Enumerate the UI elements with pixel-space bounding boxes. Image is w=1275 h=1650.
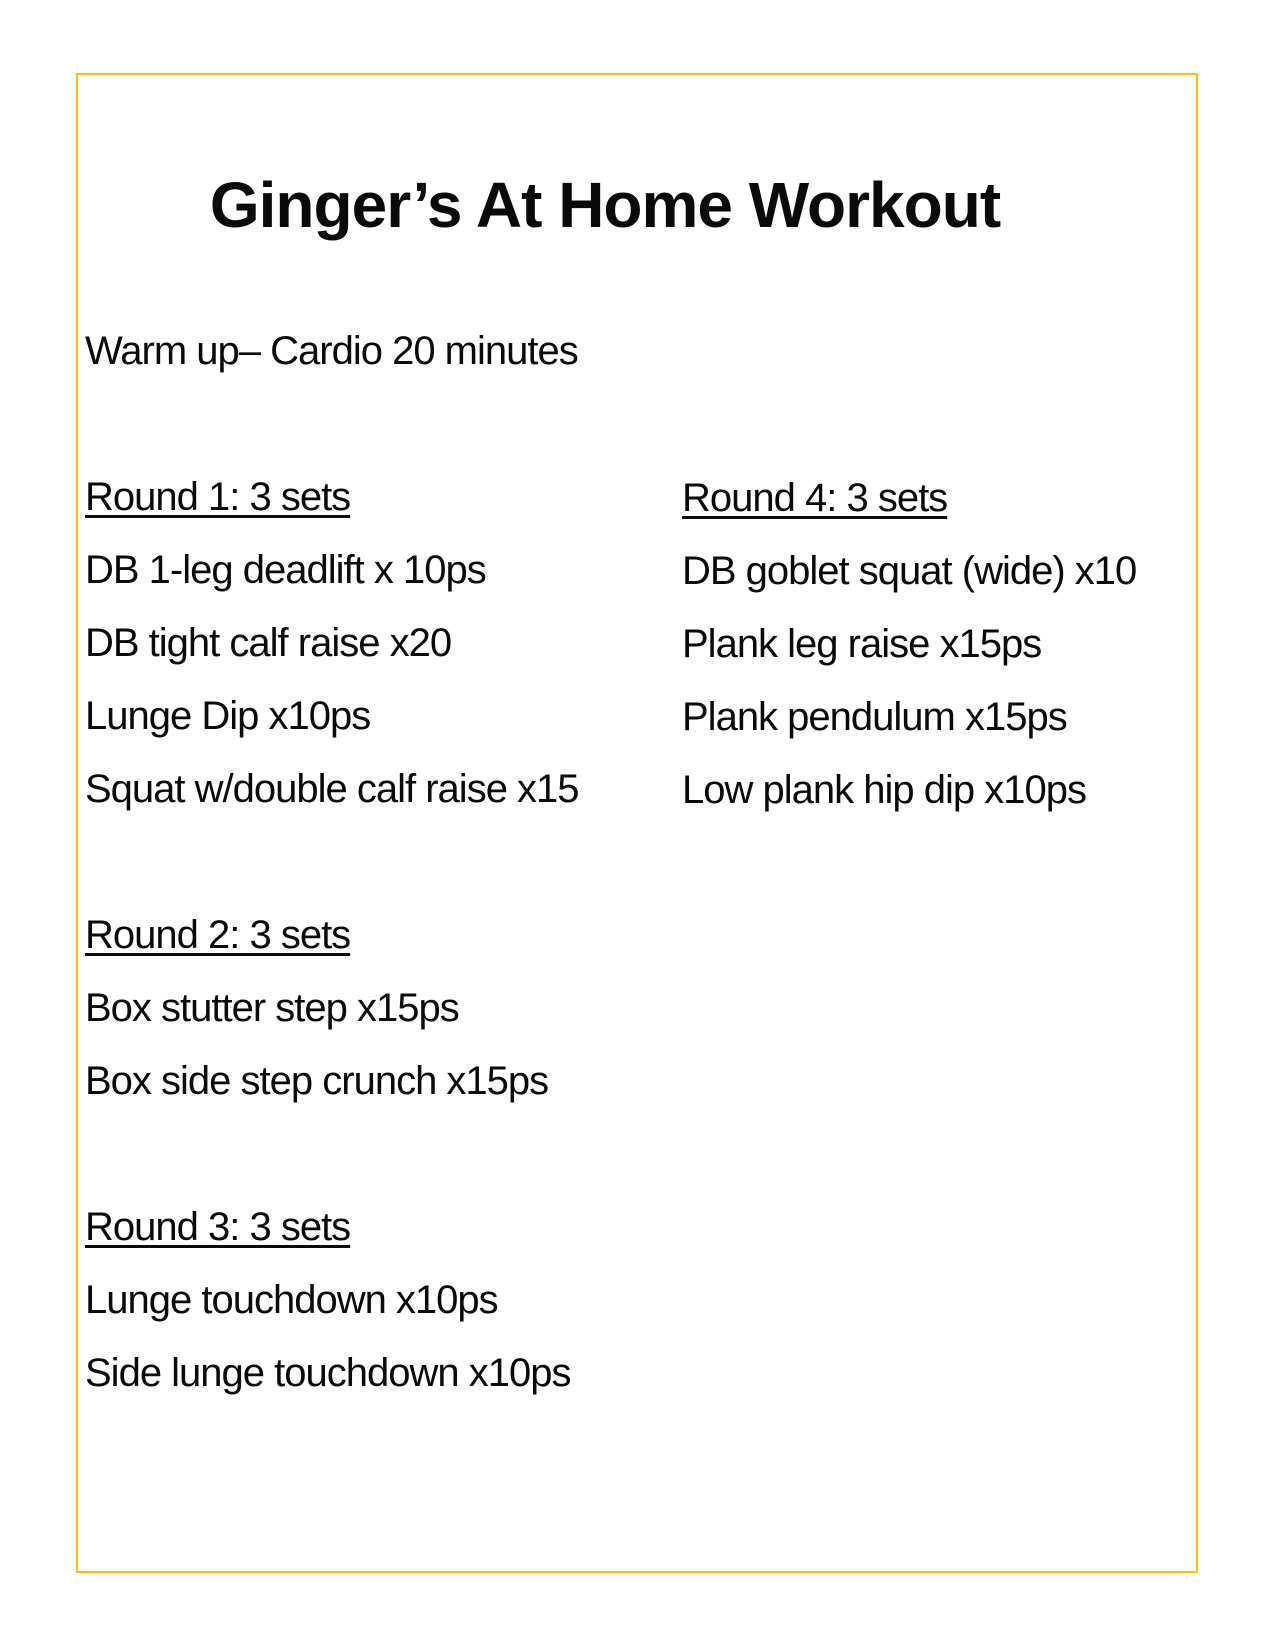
- page-title: Ginger’s At Home Workout: [209, 169, 1001, 241]
- spacer: [85, 388, 660, 461]
- round-2-item: Box side step crunch x15ps: [85, 1059, 549, 1103]
- round-1-item: DB tight calf raise x20: [85, 621, 452, 665]
- round-1-heading: Round 1: 3 sets: [85, 475, 351, 519]
- round-4-item: Plank leg raise x15ps: [682, 622, 1042, 666]
- round-4-item: Plank pendulum x15ps: [682, 695, 1067, 739]
- spacer: [85, 826, 660, 899]
- round-2-heading: Round 2: 3 sets: [85, 913, 351, 957]
- round-4-heading: Round 4: 3 sets: [682, 476, 948, 520]
- round-1-item: DB 1-leg deadlift x 10ps: [85, 548, 486, 592]
- round-2-item: Box stutter step x15ps: [85, 986, 459, 1030]
- round-4-item: DB goblet squat (wide) x10: [682, 549, 1137, 593]
- round-3-item: Side lunge touchdown x10ps: [85, 1351, 571, 1395]
- warmup-line: Warm up– Cardio 20 minutes: [85, 329, 578, 373]
- round-1-item: Lunge Dip x10ps: [85, 694, 371, 738]
- left-column: [85, 315, 660, 1410]
- right-column: [682, 462, 1197, 827]
- round-3-heading: Round 3: 3 sets: [85, 1205, 351, 1249]
- round-4-item: Low plank hip dip x10ps: [682, 768, 1086, 812]
- round-3-item: Lunge touchdown x10ps: [85, 1278, 498, 1322]
- round-1-item: Squat w/double calf raise x15: [85, 767, 579, 811]
- spacer: [85, 1118, 660, 1191]
